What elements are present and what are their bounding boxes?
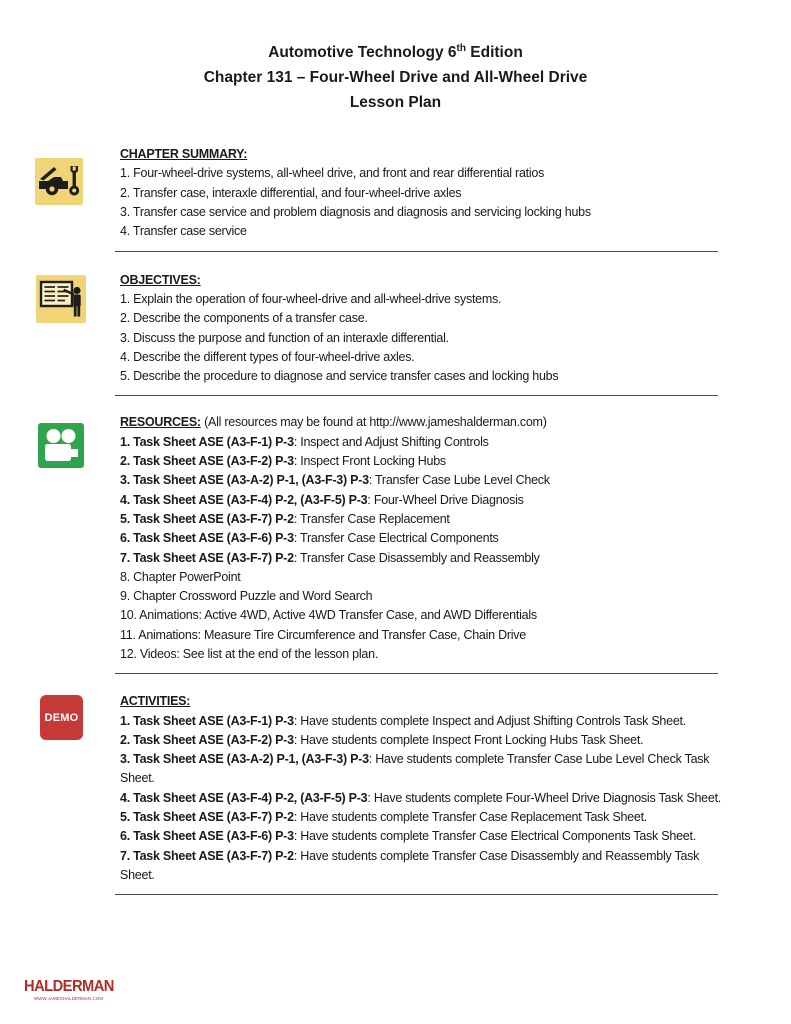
list-item: [120, 203, 732, 222]
item-text: 4. Transfer case service: [120, 224, 247, 239]
halderman-logo-tagline: WWW.JAMESHALDERMAN.COM: [34, 997, 104, 1002]
item-bold-prefix: 7. Task Sheet ASE (A3-F-7) P-2: [120, 848, 294, 863]
list-item: [120, 222, 732, 241]
halderman-logo: [24, 979, 130, 1003]
list-item: [120, 731, 732, 750]
item-text: 2. Describe the components of a transfer case.: [120, 311, 368, 326]
objectives-heading: OBJECTIVES:: [120, 272, 201, 287]
item-text: 10. Animations: Active 4WD, Active 4WD Transfer Case, and AWD Differentials: [120, 608, 537, 623]
item-text: : Have students complete Four-Wheel Drive Diagnosis Task Sheet.: [367, 790, 722, 805]
section-divider: [115, 894, 718, 895]
item-bold-prefix: 3. Task Sheet ASE (A3-A-2) P-1, (A3-F-3) P-3: [120, 473, 369, 488]
item-text: : Transfer Case Electrical Components: [293, 531, 499, 546]
list-item: [120, 367, 732, 386]
resources-heading: RESOURCES: (All resources may be found at http://www.jameshalderman.com): [120, 415, 547, 430]
resources-heading-note: (All resources may be found at http://www.jameshalderman.com): [200, 415, 547, 430]
item-bold-prefix: 5. Task Sheet ASE (A3-F-7) P-2: [120, 511, 294, 526]
item-text: : Transfer Case Replacement: [293, 511, 450, 526]
list-item: [120, 827, 732, 846]
section-objectives: [120, 271, 732, 397]
item-bold-prefix: 6. Task Sheet ASE (A3-F-6) P-3: [120, 829, 294, 844]
list-item: [120, 329, 732, 348]
item-bold-prefix: 1. Task Sheet ASE (A3-F-1) P-3: [120, 434, 294, 449]
item-text: 12. Videos: See list at the end of the lesson plan.: [120, 646, 379, 661]
section-divider: [115, 251, 718, 252]
item-text: 5. Describe the procedure to diagnose and service transfer cases and locking hubs: [120, 369, 559, 384]
document-title: [0, 0, 791, 115]
item-bold-prefix: 7. Task Sheet ASE (A3-F-7) P-2: [120, 550, 294, 565]
demo-icon: [40, 695, 83, 740]
item-text: : Transfer Case Lube Level Check: [368, 473, 550, 488]
list-item: [120, 348, 732, 367]
list-item: [120, 491, 732, 510]
item-text: : Transfer Case Disassembly and Reassembly: [293, 550, 540, 565]
item-text: 1. Explain the operation of four-wheel-drive and all-wheel-drive systems.: [120, 291, 502, 306]
item-text: : Inspect and Adjust Shifting Controls: [293, 434, 489, 449]
list-item: [120, 549, 732, 568]
list-item: [120, 626, 732, 645]
item-text: : Have students complete Transfer Case Lube Level Check Task Sheet.: [120, 752, 710, 786]
title-line-1: Automotive Technology 6th Edition: [268, 43, 523, 62]
video-camera-icon: [38, 423, 84, 468]
title-line-3: Lesson Plan: [349, 94, 442, 112]
list-item: [120, 808, 732, 827]
item-bold-prefix: 4. Task Sheet ASE (A3-F-4) P-2, (A3-F-5) P-3: [120, 790, 368, 805]
list-item: [120, 529, 732, 548]
list-item: [120, 568, 732, 587]
item-bold-prefix: 2. Task Sheet ASE (A3-F-2) P-3: [120, 454, 294, 469]
item-bold-prefix: 3. Task Sheet ASE (A3-A-2) P-1, (A3-F-3) P-3: [120, 752, 369, 767]
list-item: [120, 510, 732, 529]
list-item: [120, 645, 732, 664]
list-item: [120, 587, 732, 606]
section-divider: [115, 673, 718, 674]
item-text: 4. Describe the different types of four-wheel-drive axles.: [120, 349, 415, 364]
list-item: [120, 750, 732, 789]
list-item: [120, 847, 732, 886]
item-bold-prefix: 1. Task Sheet ASE (A3-F-1) P-3: [120, 713, 294, 728]
list-item: [120, 290, 732, 309]
list-item: [120, 712, 732, 731]
content-column: [120, 145, 732, 895]
chapter-summary-list: [120, 164, 732, 241]
section-divider: [115, 395, 718, 396]
demo-icon-label: DEMO: [44, 711, 79, 724]
list-item: [120, 452, 732, 471]
item-text: 9. Chapter Crossword Puzzle and Word Search: [120, 589, 373, 604]
item-text: 2. Transfer case, interaxle differential, and four-wheel-drive axles: [120, 185, 462, 200]
list-item: [120, 184, 732, 203]
item-bold-prefix: 4. Task Sheet ASE (A3-F-4) P-2, (A3-F-5) P-3: [120, 492, 368, 507]
item-text: : Have students complete Transfer Case Replacement Task Sheet.: [293, 810, 648, 825]
section-activities: [120, 692, 732, 895]
activities-list: [120, 712, 732, 886]
section-chapter-summary: [120, 145, 732, 251]
activities-heading: ACTIVITIES:: [120, 694, 191, 709]
halderman-logo-text: HALDERMAN: [24, 978, 114, 995]
item-text: : Four-Wheel Drive Diagnosis: [367, 492, 524, 507]
list-item: [120, 789, 732, 808]
chapter-summary-heading: CHAPTER SUMMARY:: [120, 147, 248, 162]
resources-list: [120, 433, 732, 665]
superscript-th: th: [456, 43, 466, 54]
list-item: [120, 309, 732, 328]
list-item: [120, 606, 732, 625]
item-text: 1. Four-wheel-drive systems, all-wheel drive, and front and rear differential ratios: [120, 166, 545, 181]
item-text: : Have students complete Transfer Case Electrical Components Task Sheet.: [293, 829, 696, 844]
objectives-list: [120, 290, 732, 386]
item-text: 8. Chapter PowerPoint: [120, 569, 241, 584]
list-item: [120, 471, 732, 490]
item-text: 3. Discuss the purpose and function of an interaxle differential.: [120, 330, 449, 345]
item-text: : Inspect Front Locking Hubs: [293, 454, 446, 469]
item-text: : Have students complete Inspect Front Locking Hubs Task Sheet.: [293, 732, 644, 747]
item-text: : Have students complete Transfer Case Disassembly and Reassembly Task Sheet.: [120, 848, 700, 882]
item-text: 11. Animations: Measure Tire Circumference and Transfer Case, Chain Drive: [120, 627, 527, 642]
item-bold-prefix: 2. Task Sheet ASE (A3-F-2) P-3: [120, 732, 294, 747]
item-text: 3. Transfer case service and problem diagnosis and diagnosis and servicing locking hubs: [120, 205, 591, 220]
list-item: [120, 433, 732, 452]
section-resources: [120, 413, 732, 674]
item-text: : Have students complete Inspect and Adjust Shifting Controls Task Sheet.: [293, 713, 686, 728]
item-bold-prefix: 5. Task Sheet ASE (A3-F-7) P-2: [120, 810, 294, 825]
item-bold-prefix: 6. Task Sheet ASE (A3-F-6) P-3: [120, 531, 294, 546]
car-repair-icon: [35, 158, 83, 205]
list-item: [120, 164, 732, 183]
title-line-2: Chapter 131 – Four-Wheel Drive and All-Wheel Drive: [203, 69, 588, 87]
instructor-board-icon: [36, 275, 86, 323]
